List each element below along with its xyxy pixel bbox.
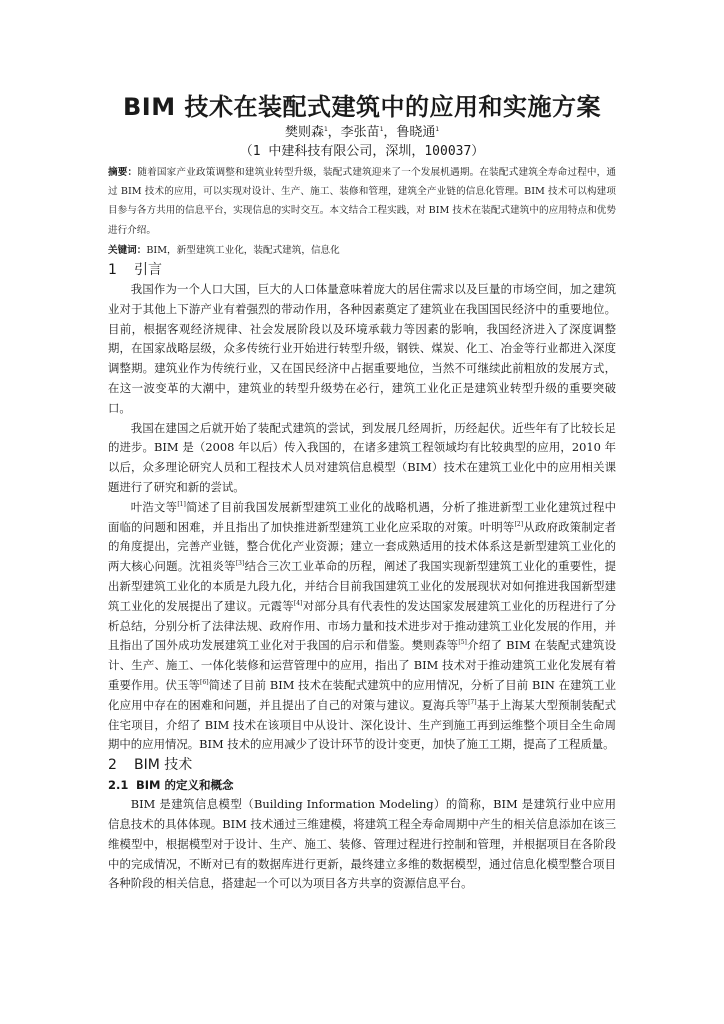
paragraph-text: 我国在建国之后就开始了装配式建筑的尝试，到发展几经周折，历经起伏。近些年有了比较长足的进步。BIM 是（2008 年以后）传入我国的，在诸多建筑工程领域均有比较典型的应用，2010 年以后，众多理论研究人员和工程技术人员对建筑信息模型（BIM）技术在建筑工业化中的应用相关课题进行了研究和新的尝试。 xyxy=(108,420,616,494)
author-separator: ， xyxy=(327,125,341,140)
section-title: BIM 技术 xyxy=(134,757,193,774)
citation-ref: [2] xyxy=(514,520,524,528)
citation-ref: [1] xyxy=(177,500,186,508)
author-name: 李张苗 xyxy=(340,125,380,140)
abstract-label: 摘要： xyxy=(108,167,138,178)
section-number: 1 xyxy=(108,262,117,279)
subsection-heading xyxy=(108,775,616,795)
citation-ref: [6] xyxy=(200,678,209,686)
paragraph-text: 简述了目前 BIM 技术在装配式建筑中的应用情况，分析了目前 BIN 在建筑工业化应用中存在的困难和问题，并且提出了自己的对策与建议。夏海兵等 xyxy=(108,677,616,712)
paragraph-text: BIM 是建筑信息模型（Building Information Modeling）的简称，BIM 是建筑行业中应用信息技术的具体体现。BIM 技术通过三维建模，将建筑工程全寿命周期中产生的相关信息添加在该三维模型中，根据模型对于设计、生产、施工、装修、管理过程进行控制和管理，并根据项目在各阶段中的完成情况，不断对已有的数据库进行更新，最终建立多维的数据模型，通过信息化模型整合项目各种阶段的相关信息，搭建起一个可以为项目各方共享的资源信息平台。 xyxy=(108,797,616,891)
paragraph-text: 从政府政策制定者的角度提出，完善产业链，整合优化产业资源；建立一套成熟适用的技术体系这是新型建筑工业化的两大核心问题。沈祖炎等 xyxy=(108,519,616,574)
paragraph-text: 介绍了 BIM 在装配式建筑设计、生产、施工、一体化装修和运营管理中的应用，指出了 BIM 技术对于推动建筑工业化发展有着重要作用。伏玉等 xyxy=(108,638,616,692)
author-mark: 1 xyxy=(379,126,384,133)
author-name: 樊则森 xyxy=(285,125,325,140)
subsection-number: 2.1 xyxy=(108,778,129,793)
author-line xyxy=(108,124,616,142)
paragraph-text: 简述了目前我国发展新型建筑工业化的战略机遇，分析了推进新型工业化建筑过程中面临的问题和困难，并且指出了加快推进新型建筑工业化应采取的对策。叶明等 xyxy=(108,499,616,534)
author-name: 鲁晓通 xyxy=(396,125,436,140)
section-heading xyxy=(108,755,616,775)
paragraph-text: 对部分具有代表性的发达国家发展建筑工业化的历程进行了分析总结，分别分析了法律法规、政府作用、市场力量和技术进步对于推动建筑工业化发展的作用，并且指出了国外成功发展建筑工业化对于我国的启示和借鉴。樊则森等 xyxy=(108,598,616,653)
paragraph-text: 我国作为一个人口大国，巨大的人口体量意味着庞大的居住需求以及巨量的市场空间，加之建筑业对于其他上下游产业有着强烈的带动作用，各种因素奠定了建筑业在我国国民经济中的重要地位。目前，根据客观经济规律、社会发展阶段以及环境承载力等因素的影响，我国经济进入了深度调整期，在国家战略层级，众多传统行业开始进行转型升级，钢铁、煤炭、化工、冶金等行业都进入深度调整期。建筑业作为传统行业，又在国民经济中占据重要地位，当然不可继续此前粗放的发展方式，在这一波变革的大潮中，建筑业的转型升级势在必行，建筑工业化正是建筑业转型升级的重要突破口。 xyxy=(108,282,616,415)
subsection-title: BIM 的定义和概念 xyxy=(136,778,234,793)
abstract-text: 随着国家产业政策调整和建筑业转型升级，装配式建筑迎来了一个发展机遇期。在装配式建筑全寿命过程中，通过 BIM 技术的应用，可以实现对设计、生产、施工、装修和管理，建筑全产业链的信息化管理。BIM 技术可以构建项目参与各方共用的信息平台，实现信息的实时交互。本文结合工程实践，对 BIM 技术在装配式建筑中的应用特点和优势进行介绍。 xyxy=(108,167,617,236)
paragraph xyxy=(108,795,616,894)
paper-body xyxy=(108,260,616,894)
section-heading xyxy=(108,260,616,280)
citation-ref: [5] xyxy=(458,639,467,647)
affiliation: （1 中建科技有限公司，深圳，100037） xyxy=(239,144,485,159)
section-number: 2 xyxy=(108,757,117,774)
citation-ref: [3] xyxy=(235,560,245,568)
keywords-label: 关键词： xyxy=(108,244,147,256)
paragraph xyxy=(108,419,616,498)
paper-page xyxy=(108,92,616,894)
paragraph-text: 叶浩文等 xyxy=(130,499,178,514)
citation-ref: [4] xyxy=(293,599,303,607)
keywords xyxy=(108,241,616,260)
keywords-text: BIM，新型建筑工业化，装配式建筑，信息化 xyxy=(146,244,340,256)
section-title: 引言 xyxy=(134,262,162,279)
paragraph-text: 基于上海某大型预制装配式住宅项目，介绍了 BIM 技术在该项目中从设计、深化设计、生产到施工再到运维整个项目全生命周期中的应用情况。BIM 技术的应用减少了设计环节的设计变更，加快了施工工期，提高了工程质量。 xyxy=(108,697,616,752)
paper-title: BIM 技术在装配式建筑中的应用和实施方案 xyxy=(123,93,601,121)
author-separator: ， xyxy=(383,125,397,140)
paragraph-text: 结合三次工业革命的历程，阐述了我国实现新型建筑工业化的重要性，提出新型建筑工业化的本质是九段九化，并结合目前我国建筑工业化的发展现状对如何推进我国新型建筑工业化的发展提出了建议。元霞等 xyxy=(108,559,616,613)
abstract xyxy=(108,163,616,240)
citation-ref: [7] xyxy=(468,698,477,706)
paragraph xyxy=(108,498,616,755)
author-mark: 1 xyxy=(324,126,328,133)
paragraph xyxy=(108,280,616,419)
author-mark: 1 xyxy=(435,126,439,133)
